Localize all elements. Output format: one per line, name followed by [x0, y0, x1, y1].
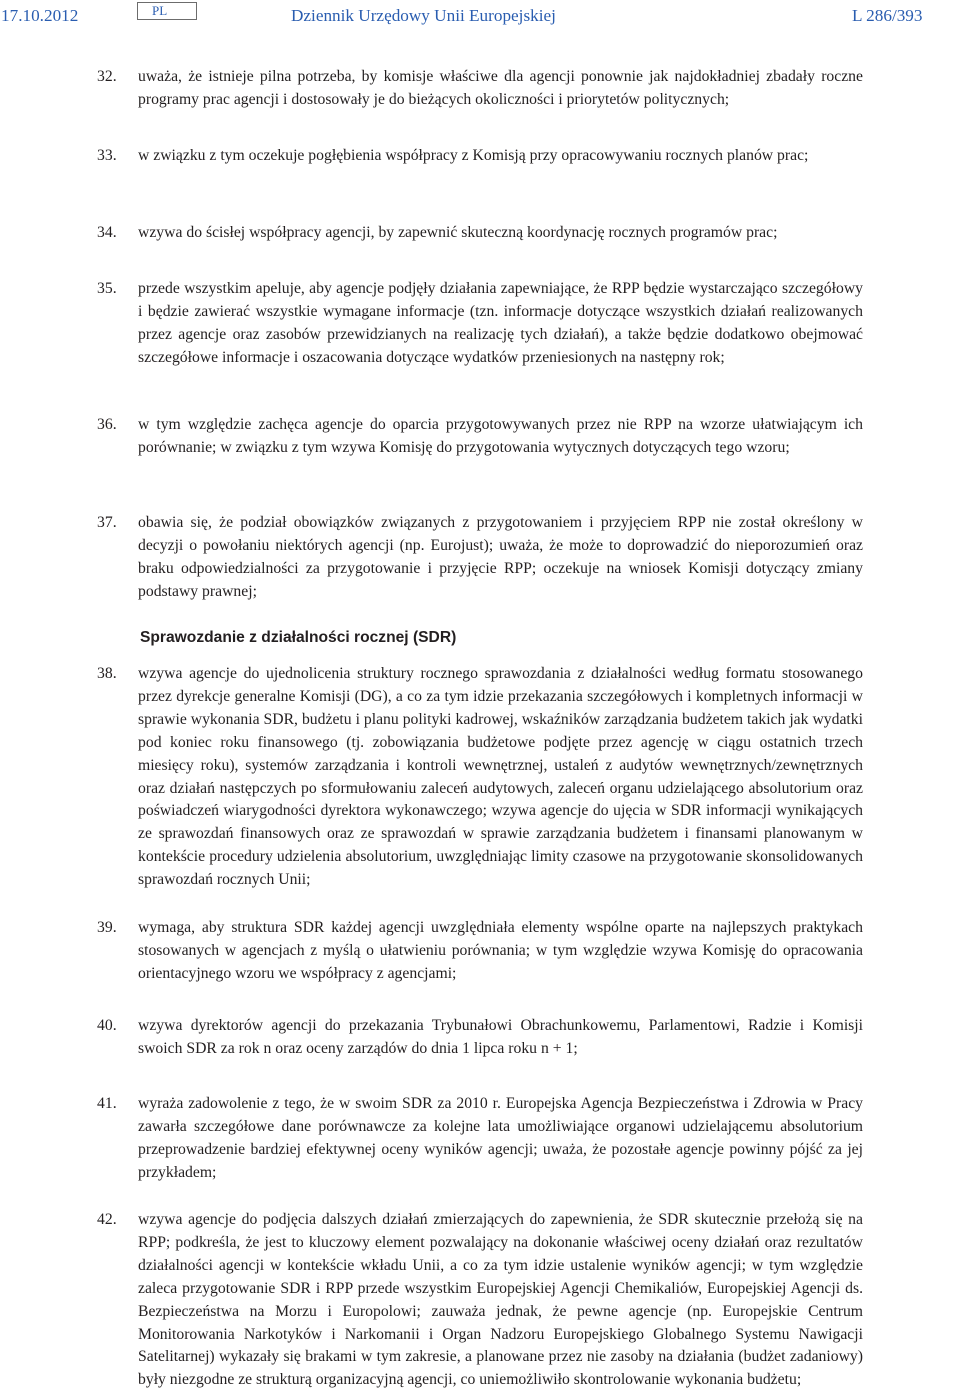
paragraph-text: wzywa do ścisłej współpracy agencji, by zapewnić skuteczną koordynację rocznych programów prac;: [138, 224, 778, 241]
paragraph-number: 40.: [97, 1017, 117, 1034]
paragraph-text: wymaga, aby struktura SDR każdej agencji uwzględniała elementy wspólne oparte na najlepszych praktykach stosowanych w agencjach z myślą o ułatwieniu porównania; w tym względzie wzywa Komisję do opracowania orientacyjnego wzoru we współpracy z agencjami;: [138, 919, 863, 982]
paragraph-text: w związku z tym oczekuje pogłębienia współpracy z Komisją przy opracowywaniu rocznych planów prac;: [138, 147, 809, 164]
journal-title: Dziennik Urzędowy Unii Europejskiej: [291, 6, 556, 25]
paragraph-number: 38.: [97, 665, 117, 682]
page-header: [0, 0, 960, 32]
paragraph-number: 36.: [97, 416, 117, 433]
paragraph-text: obawia się, że podział obowiązków związanych z przygotowaniem i przyjęciem RPP nie został określony w decyzji o powołaniu niektórych agencji (np. Eurojust); uważa, że może to doprowadzić do nieporozumień oraz braku odpowiedzialności za przygotowanie i przyjęcie RPP; oczekuje na wniosek Komisji dotyczący zmiany podstawy prawnej;: [138, 514, 863, 600]
paragraph-text: wzywa agencje do podjęcia dalszych działań zmierzających do zapewnienia, że SDR skutecznie przełożą się na RPP; podkreśla, że jest to kluczowy element pozwalający na dokonanie właściwej oceny działań oraz rezultatów działalności agencji w kontekście wkładu Unii, a co za tym idzie ustalenie wyników agencji; w tym względzie zaleca przygotowanie SDR i RPP przede wszystkim Europejskiej Agencji Chemikaliów, Europejskiej Agencji ds. Bezpieczeństwa na Morzu i Europolowi; zauważa jednak, że pewne agencje (np. Europejskie Centrum Monitorowania Narkotyków i Narkomanii i Organ Nadzoru Europejskiego Globalnego Systemu Nawigacji Satelitarnej) wykazały się brakami w tym zakresie, a planowane przez nie zasoby na działania (budżet zadaniowy) były niezgodne ze strukturą organizacyjną agencji, co uniemożliwiło skontrolowanie wykonania budżetu;: [138, 1211, 863, 1389]
paragraph-number: 42.: [97, 1211, 117, 1228]
paragraph-number: 41.: [97, 1095, 117, 1112]
paragraph-text: wzywa agencje do ujednolicenia struktury rocznego sprawozdania z działalności według formatu stosowanego przez dyrekcje generalne Komisji (DG), a co za tym idzie przekazania szczegółowych i kompletnych informacji w sprawie wykonania SDR, budżetu i planu polityki kadrowej, wskaźników zarządzania budżetem takich jak wydatki pod koniec roku finansowego (tj. zobowiązania budżetowe podjęte przez agencję w ciągu ostatnich trzech miesięcy roku), systemów zarządzania i kontroli wewnętrznej, ustaleń z audytów wewnętrznych/zewnętrznych oraz działań następczych po sformułowaniu zaleceń audytowych, zaleceń organu udzielającego absolutorium oraz poświadczeń wiarygodności dyrektora wykonawczego; wzywa agencje do ujęcia w SDR informacji wynikających ze sprawozdań finansowych oraz ze sprawozdań w sprawie zarządzania budżetem i finansami planowanym w kontekście procedury udzielenia absolutorium, uwzględniając limity czasowe na przygotowanie skonsolidowanych sprawozdań rocznych Unii;: [138, 665, 863, 889]
publication-date: 17.10.2012: [1, 6, 79, 25]
paragraph-text: wyraża zadowolenie z tego, że w swoim SDR za 2010 r. Europejska Agencja Bezpieczeństwa i Zdrowia w Pracy zawarła szczegółowe dane porównawcze za kolejne lata umożliwiające organowi udzielającemu absolutorium przeprowadzenie bardziej efektywnej oceny wyników agencji; uważa, że pozostałe agencje powinny pójść za jej przykładem;: [138, 1095, 863, 1181]
paragraph-text: uważa, że istnieje pilna potrzeba, by komisje właściwe dla agencji ponownie jak najdokładniej zbadały roczne programy prac agencji i dostosowały je do bieżących okoliczności i priorytetów politycznych;: [138, 68, 863, 108]
paragraph-number: 33.: [97, 147, 117, 164]
paragraph-text: wzywa dyrektorów agencji do przekazania Trybunałowi Obrachunkowemu, Parlamentowi, Radzie i Komisji swoich SDR za rok n oraz oceny zarządów do dnia 1 lipca roku n + 1;: [138, 1017, 863, 1057]
paragraph-number: 37.: [97, 514, 117, 531]
paragraph-text: w tym względzie zachęca agencje do oparcia przygotowywanych przez nie RPP na wzorze ułatwiającym ich porównanie; w związku z tym wzywa Komisję do przygotowania wytycznych dotyczących tego wzoru;: [138, 416, 863, 456]
paragraph-number: 34.: [97, 224, 117, 241]
section-heading: Sprawozdanie z działalności rocznej (SDR): [140, 629, 457, 646]
page-reference: L 286/393: [852, 6, 923, 25]
paragraph-number: 39.: [97, 919, 117, 936]
paragraph-number: 35.: [97, 280, 117, 297]
paragraph-text: przede wszystkim apeluje, aby agencje podjęły działania zapewniające, że RPP będzie wystarczająco szczegółowy i będzie zawierać wszystkie wymagane informacje (tzn. informacje dotyczące wszystkich działań realizowanych przez agencje oraz zasobów przewidzianych na realizację tych działań), a także będzie dodatkowo obejmować szczegółowe informacje i oszacowania dotyczące wydatków przeniesionych na następny rok;: [138, 280, 863, 366]
paragraph-number: 32.: [97, 68, 117, 85]
language-code-box: PL: [137, 2, 197, 20]
